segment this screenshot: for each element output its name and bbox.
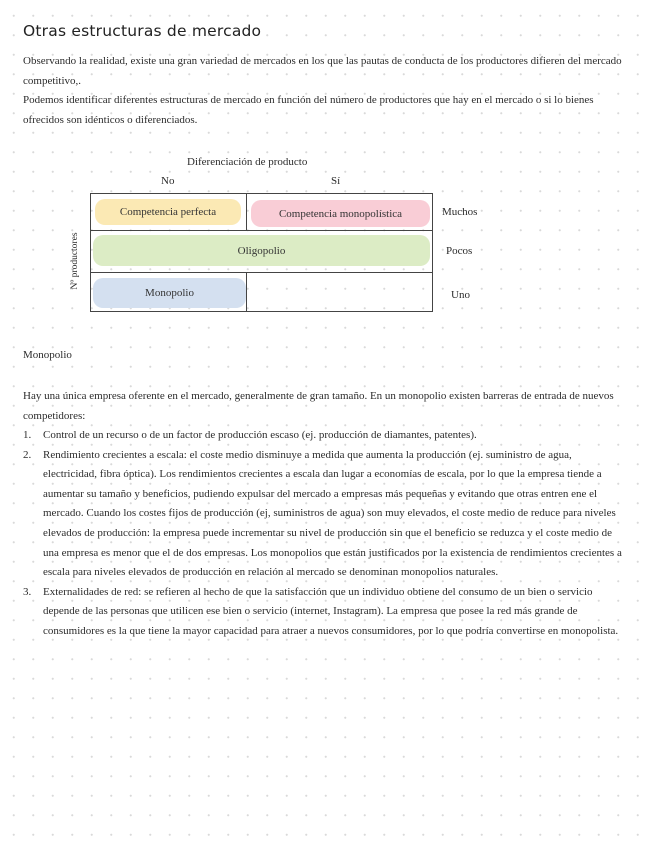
list-item-number: 2. [23,448,32,461]
monopolio-heading: Monopolio [23,349,72,361]
row-label-pocos: Pocos [446,245,473,257]
cell-competencia-perfecta: Competencia perfecta [95,199,241,225]
intro-paragraph [23,52,623,130]
row-label-uno: Uno [451,289,470,301]
intro-line-1: Observando la realidad, existe una gran variedad de mercados en los que las pautas de conducta de los productores difieren del mercado competitivo,. [23,55,622,87]
list-item-text: Externalidades de red: se refieren al hecho de que la satisfacción que un individuo obtiene del consumo de un bien o servicio depende de las personas que utilicen ese bien o servicio (internet, Instagram). La empresa que posee la red más grande de consumidores es la que tiene la mayor capacidad para atraer a nuevos consumidores, por lo que podría convertirse en monopolista. [43,585,619,637]
list-item [23,426,627,446]
cell-monopolio: Monopolio [93,278,246,308]
monopolio-intro: Hay una única empresa oferente en el mercado, generalmente de gran tamaño. En un monopolio existen barreras de entrada de nuevos competidores: [23,390,614,422]
cell-oligopolio: Oligopolio [93,235,430,266]
list-item [23,583,627,642]
grid-divider-1 [91,230,432,231]
grid-divider-2 [91,272,432,273]
column-label-si: Sí [331,175,341,187]
market-structure-grid [90,193,433,312]
row-label-muchos: Muchos [442,206,478,218]
list-item-number: 3. [23,585,32,598]
diagram-header: Diferenciación de producto [187,156,308,168]
grid-vertical-bottom [246,272,247,312]
grid-vertical-top [246,194,247,230]
page-title: Otras estructuras de mercado [23,22,262,40]
list-item-text: Control de un recurso o de un factor de producción escaso (ej. producción de diamantes, patentes). [43,429,477,441]
cell-competencia-monopolistica: Competencia monopolística [251,200,430,227]
y-axis-label: Nº productores [70,232,80,290]
barriers-list [23,426,627,642]
list-item [23,446,627,583]
list-item-text: Rendimiento crecientes a escala: el coste medio disminuye a medida que aumenta la producción (ej. suministro de agua, electricidad, fibra óptica). Los rendimientos crecientes a escala dan lugar a economías de escala, por lo que la empresa tiende a aumentar su tamaño y beneficios, pudiendo expulsar del mercado a empresas más pequeñas y evitando que otras entren ene el mercado. Cuando los costes fijos de producción (ej, suministros de agua) son muy elevados, el coste medio de reduce para niveles elevados de producción: la empresa puede incrementar su nivel de producción sin que el beneficio se reduzca y el coste medio de una empresa es menor que el de dos empresas. Los monopolios que están justificados por la existencia de rendimientos crecientes a escala para niveles elevados de producción en relación al mercado se denominan monopolios naturales. [43,448,622,579]
list-item-number: 1. [23,429,32,441]
column-label-no: No [161,175,175,187]
intro-line-2: Podemos identificar diferentes estructuras de mercado en función del número de productores que hay en el mercado o si lo bienes ofrecidos son idénticos o diferenciados. [23,94,594,126]
